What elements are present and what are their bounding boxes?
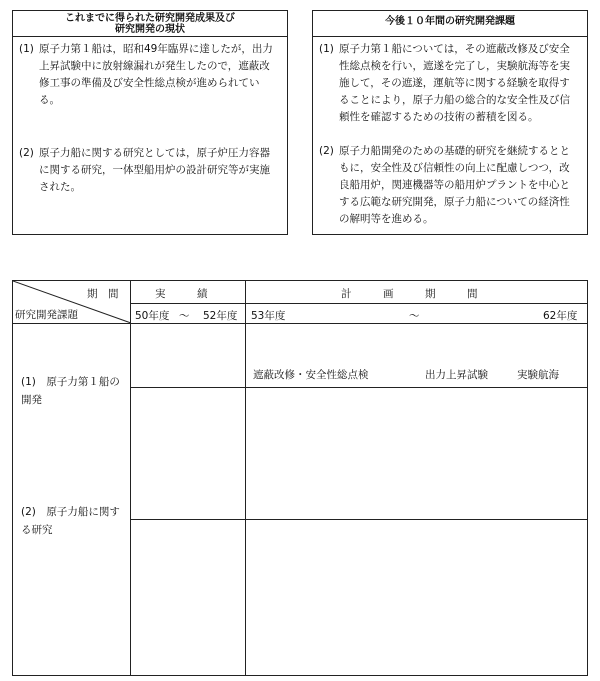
row-label-research: (2) 原子力船に関する研究 [21,506,120,536]
item-number: (2) [319,145,334,157]
plan-from-year: 53年度 [251,310,286,322]
header-bottom-rule [13,323,587,324]
achievements-title-line2: 研究開発の現状 [115,24,185,35]
col-divider-actual [245,281,246,675]
phase-power-test: 出力上昇試験 [425,369,488,381]
future-tasks-title: 今後１０年間の研究開発課題 [313,11,587,37]
item-number: (1) [319,43,334,55]
achievements-item-1 [19,41,279,109]
row2-rule [130,519,587,520]
actual-range-sep: ～ [179,310,190,322]
actual-from-year: 50年度 [135,310,170,322]
header-topic: 研究開発課題 [15,309,78,321]
item-text: 原子力第１船については，その遮蔽改修及び安全性総点検を行い，遮遂を完了し，実験航海等を実施して，その遮遂，運航等に関する経験を取得することにより，原子力船の総合的な安全性及び信頼性を確認するための技術の蓄積を図る。 [339,43,570,123]
header-mid-rule [130,303,587,304]
item-number: (1) [19,43,34,55]
achievements-title [13,11,287,37]
row1-phase-rule [130,387,587,388]
item-text: 原子力船開発のための基礎的研究を継続するとともに，安全性及び信頼性の向上に配慮しつつ，改良船用炉，関連機器等の船用炉プラントを中心とする広範な研究開発，原子力船についての経済性の解明等を進める。 [339,145,570,225]
col-divider-topic [130,281,131,675]
header-actual: 実 績 [155,288,208,300]
header-period: 期 間 [87,288,119,300]
header-plan: 計 画 期 間 [341,288,478,300]
achievements-box [12,10,288,235]
item-number: (2) [19,147,34,159]
future-tasks-box [312,10,588,235]
future-item-1 [319,41,579,126]
row-label-first-ship: (1) 原子力第１船の開発 [21,376,120,406]
item-text: 原子力船に関する研究としては，原子炉圧力容器に関する研究，一体型船用炉の設計研究等が実施された。 [39,147,270,193]
achievements-title-line1: これまでに得られた研究開発成果及び [65,13,235,24]
achievements-item-2 [19,145,279,196]
schedule-table [12,280,588,676]
phase-experimental-voyage: 実験航海 [517,369,559,381]
item-text: 原子力第１船は，昭和49年臨界に達したが，出力上昇試験中に放射線漏れが発生したので，遮蔽改修工事の準備及び安全性総点検が進められている。 [39,43,273,106]
phase-shield-repair: 遮蔽改修・安全性総点検 [253,369,369,381]
actual-to-year: 52年度 [203,310,238,322]
plan-to-year: 62年度 [543,310,578,322]
future-item-2 [319,143,579,228]
plan-range-sep: ～ [409,310,420,322]
